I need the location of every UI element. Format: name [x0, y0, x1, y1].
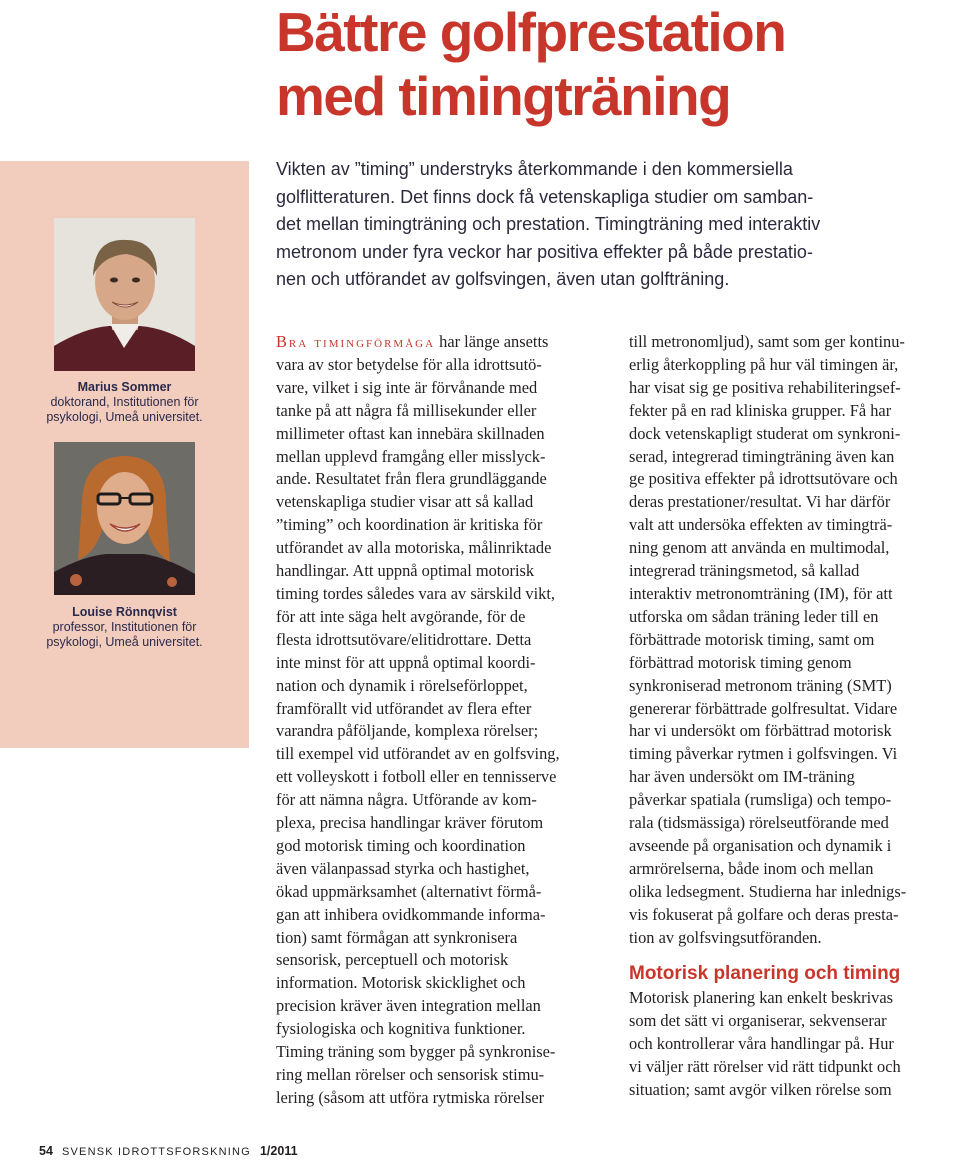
page-number: 54: [39, 1144, 53, 1158]
author-name: Marius Sommer: [77, 380, 172, 394]
author-role-line: professor, Institutionen för: [52, 620, 197, 634]
lead-paragraph: [276, 156, 956, 294]
body-line: millimeter oftast kan innebära skillnaden: [276, 423, 545, 443]
body-first-line: [276, 331, 606, 354]
body-line: flesta idrottsutövare/elitidrottare. Detta: [276, 629, 532, 649]
body-line: inte minst för att uppnå optimal koordi-: [276, 652, 536, 672]
body-line: synkroniserad metronom träning (SMT): [629, 675, 892, 695]
body-line: varandra påföljande, komplexa rörelser;: [276, 721, 539, 741]
body-line: timing påverkar rytmen i golfsvingen. Vi: [629, 744, 898, 764]
title-line-1: Bättre golfprestation: [276, 1, 786, 63]
body-line: integrerad träningsmetod, så kallad: [629, 561, 860, 581]
page-footer: [39, 1144, 298, 1158]
body-line: serad, integrerad timingträning även kan: [629, 446, 895, 466]
body-line: gan att inhibera ovidkommande informa-: [276, 904, 546, 924]
author-role-line: psykologi, Umeå universitet.: [46, 635, 203, 649]
drop-cap-words: Bra timingförmåga: [276, 332, 436, 351]
title-line-2: med timingträning: [276, 65, 731, 127]
body-line: tanke på att några få millisekunder eller: [276, 400, 537, 420]
body-line: vi väljer rätt rörelser vid rätt tidpunkt och: [629, 1057, 901, 1077]
body-column-1: [276, 331, 606, 1110]
portrait-woman-image: [54, 442, 195, 595]
issue-number: 1/2011: [259, 1144, 298, 1158]
author-photo-marius: [54, 218, 195, 371]
body-line: precision kräver även integration mellan: [276, 996, 541, 1016]
author-caption-marius: [0, 380, 249, 425]
body-line: genererar förbättrade golfresultat. Vidare: [629, 698, 898, 718]
body-line: nation och dynamik i rörelseförloppet,: [276, 675, 528, 695]
body-line: Motorisk planering kan enkelt beskrivas: [629, 988, 894, 1008]
body-line: har vi undersökt om förbättrad motorisk: [629, 721, 892, 741]
body-line: till metronomljud), samt som ger kontinu-: [629, 332, 905, 351]
body-line: ge positiva effekter på idrottsutövare och: [629, 469, 898, 489]
portrait-man-image: [54, 218, 195, 371]
lead-line: metronom under fyra veckor har positiva effekter på både prestatio-: [276, 241, 813, 262]
section-subheading: Motorisk planering och timing: [629, 963, 901, 985]
body-line: god motorisk timing och koordination: [276, 835, 526, 855]
article-title: [276, 0, 956, 128]
author-sidebar: [0, 161, 249, 748]
body-line: tion) samt förmågan att synkronisera: [276, 927, 518, 947]
lead-line: det mellan timingträning och prestation. Timingträning med interaktiv: [276, 214, 821, 234]
first-line-text: har länge ansetts: [435, 332, 549, 351]
body-line: även välanpassad styrka och hastighet,: [276, 858, 530, 878]
body-line: lering (såsom att utföra rytmiska rörelser: [276, 1087, 545, 1107]
body-line: avseende på organisation och dynamik i: [629, 835, 892, 855]
body-line: mellan upplevd framgång eller misslyck-: [276, 446, 546, 466]
body-line: har visat sig ge positiva rehabiliteringsef-: [629, 377, 901, 397]
body-line: valt att undersöka effekten av timingträ-: [629, 515, 893, 535]
body-column-2: [629, 331, 959, 1102]
body-line: interaktiv metronomträning (IM), för att: [629, 583, 893, 603]
author-photo-louise: [54, 442, 195, 595]
body-line: handlingar. Att uppnå optimal motorisk: [276, 561, 535, 581]
author-role-line: doktorand, Institutionen för: [50, 395, 199, 409]
author-caption-louise: [0, 605, 249, 650]
body-line: ring mellan rörelser och sensorisk stimu-: [276, 1065, 545, 1084]
body-line: armrörelserna, både inom och mellan: [629, 858, 874, 878]
body-line: ett volleyskott i fotboll eller en tennisserve: [276, 767, 557, 787]
body-line: information. Motorisk skicklighet och: [276, 973, 526, 993]
body-line: sensorisk, perceptuell och motorisk: [276, 950, 509, 970]
body-line: Timing träning som bygger på synkronise-: [276, 1042, 556, 1062]
body-line: ”timing” och koordination är kritiska för: [276, 515, 543, 535]
body-line: utförandet av alla motoriska, målinriktade: [276, 538, 552, 558]
body-line: deras prestationer/resultat. Vi har därför: [629, 492, 891, 512]
body-line: erlig återkoppling på hur väl timingen är,: [629, 354, 899, 374]
body-line: förbättrade motorisk timing, samt om: [629, 629, 875, 649]
body-line: ande. Resultatet från flera grundläggande: [276, 469, 547, 489]
magazine-name: SVENSK IDROTTSFORSKNING: [61, 1146, 251, 1158]
body-line: och kontrollerar våra handlingar på. Hur: [629, 1034, 894, 1054]
body-line: framförallt vid utförandet av flera efter: [276, 698, 532, 718]
body-line: fysiologiska och kognitiva funktioner.: [276, 1019, 526, 1039]
body-line: som det sätt vi organiserar, sekvenserar: [629, 1011, 887, 1031]
lead-line: golflitteraturen. Det finns dock få vetenskapliga studier om samban-: [276, 186, 814, 207]
body-line: för att inte säga helt avgörande, för de: [276, 606, 526, 626]
body-line: vara av stor betydelse för alla idrottsutö-: [276, 354, 542, 374]
body-line: utforska om sådan träning leder till en: [629, 606, 879, 626]
body-line: olika ledsegment. Studierna har inlednigs-: [629, 881, 907, 901]
body-line: dock vetenskapligt studerat om synkroni-: [629, 423, 901, 443]
body-line: rala (tidsmässiga) rörelseutförande med: [629, 813, 889, 833]
body-line: tion av golfsvingsutföranden.: [629, 927, 822, 947]
body-line: påverkar spatiala (rumsliga) och tempo-: [629, 790, 892, 810]
body-line: timing tordes således vara av särskild vikt,: [276, 583, 556, 603]
lead-line: Vikten av ”timing” understryks återkommande i den kommersiella: [276, 159, 793, 179]
body-line: för att nämna några. Utförande av kom-: [276, 790, 537, 810]
body-line: vis fokuserat på golfare och deras presta-: [629, 904, 899, 924]
body-line: situation; samt avgör vilken rörelse som: [629, 1080, 892, 1100]
body-line: fekter på en rad kliniska grupper. Få har: [629, 400, 892, 420]
body-line: vetenskapliga studier visar att så kallad: [276, 492, 534, 512]
lead-line: nen och utförandet av golfsvingen, även utan golfträning.: [276, 269, 730, 289]
body-line: ökad uppmärksamhet (alternativt förmå-: [276, 881, 542, 901]
author-role-line: psykologi, Umeå universitet.: [46, 410, 203, 424]
author-name: Louise Rönnqvist: [72, 605, 177, 619]
body-line: till exempel vid utförandet av en golfsving,: [276, 744, 560, 764]
body-line: ning genom att använda en multimodal,: [629, 538, 890, 558]
body-line: vare, vilket i sig inte är förvånande med: [276, 377, 538, 397]
body-line: förbättrad motorisk timing genom: [629, 652, 852, 672]
body-line: plexa, precisa handlingar kräver förutom: [276, 813, 544, 833]
body-line: har även undersökt om IM-träning: [629, 767, 855, 787]
